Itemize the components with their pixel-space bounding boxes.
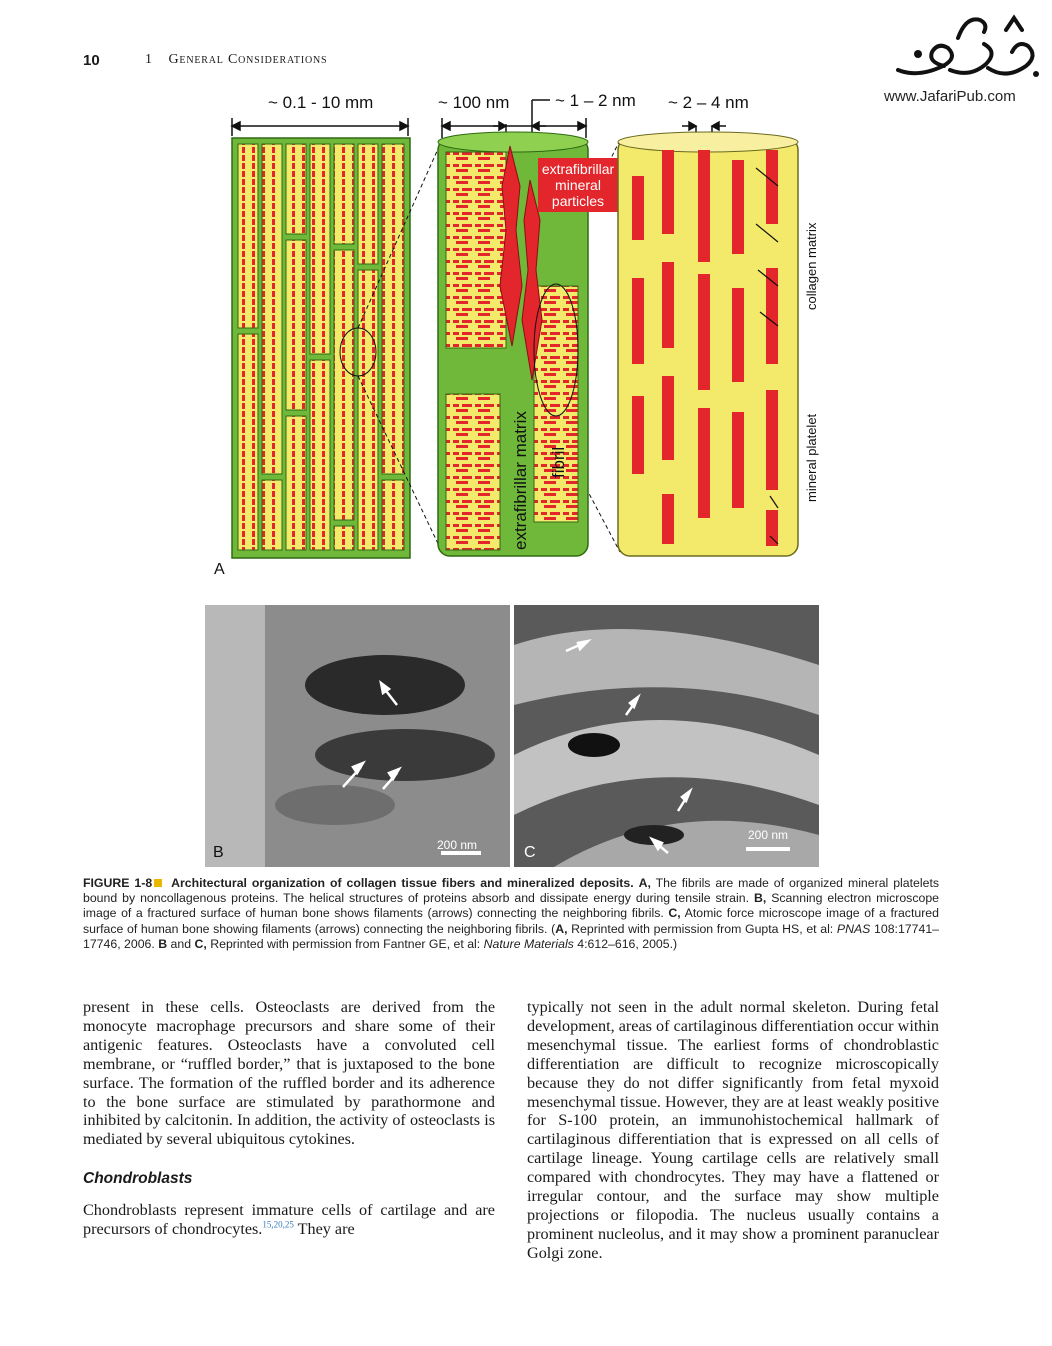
credit-c-label: C, (194, 936, 207, 951)
caption-a-text: The fibrils are made of organized mineral platelets bound by noncollagenous proteins. The helical structures of proteins absorb and dissipate energy during tensile strain. (83, 876, 940, 906)
collagen-matrix-label: collagen matrix (804, 222, 819, 310)
figure-panel-a (210, 90, 840, 580)
paragraph-text: Chondroblasts represent immature cells of cartilage and are precursors of chondrocytes. (83, 1201, 495, 1239)
box-label-line: extrafibrillar (541, 161, 615, 177)
panel-c-letter: C (524, 844, 536, 861)
paragraph-text: They are (293, 1220, 355, 1239)
caption-c-label: C, (668, 906, 681, 921)
fibril-detail (618, 132, 798, 556)
citation-link[interactable]: 15,20,25 (262, 1219, 294, 1230)
body-paragraph: typically not seen in the adult normal skeleton. During fetal development, areas of cartilaginous differentiation occur within mesenchymal tissue. The earliest forms of chondroblastic differentiation are difficult to recognize microscopically because they do not differ significantly from fetal myxoid mesenchymal tissue. However, they are at least weakly positive for S-100 protein, an immunohistochemical hallmark of cartilaginous differentiation that is expressed on all cells of cartilage lineage. Young cartilage cells are relatively small compared with chondrocytes. They may have a flattened or irregular contour, and the surface may show multiple projections or filopodia. The nucleus usually contains a prominent nucleolus, and it may show a prominent paranuclear Golgi zone. (527, 998, 939, 1262)
box-label-line: particles (551, 193, 605, 209)
caption-a-label: A, (638, 876, 651, 890)
logo-dot-icon (1033, 71, 1039, 77)
box-label-line: mineral (555, 177, 601, 193)
square-bullet-icon (154, 879, 162, 887)
credit-a-label: A, (555, 921, 568, 936)
figure-title: Architectural organization of collagen tissue fibers and mineralized deposits. (171, 876, 634, 890)
publisher-url[interactable]: www.JafariPub.com (884, 88, 1016, 105)
logo-dot-icon (914, 50, 922, 58)
fibril-label: fibril (549, 446, 568, 478)
body-column-left (83, 998, 495, 1239)
caption-b-label: B, (753, 891, 767, 906)
credit-b-label: B (158, 936, 168, 951)
micrograph-b (205, 605, 510, 867)
credit-a-journal: PNAS (836, 921, 871, 936)
publisher-logo (888, 8, 1048, 88)
credit-a-text: Reprinted with permission from Gupta HS, et al: (571, 921, 834, 936)
panel-a-letter: A (214, 561, 225, 578)
figure-label: FIGURE 1-8 (83, 876, 153, 890)
chapter-number: 1 (145, 52, 153, 67)
body-column-right (527, 998, 939, 1263)
dimension-label: ~ 100 nm (438, 93, 510, 112)
body-paragraph: present in these cells. Osteoclasts are derived from the monocyte macrophage precursors and share some of their antigenic features. Osteoclasts have a convoluted cell membrane, or “ruffled border,” that is juxtaposed to the bone surface. The formation of the ruffled border and its adherence to the bone surface are stimulated by parathormone and inhibited by calcitonin. In addition, the activity of osteoclasts is mediated by several ubiquitous cytokines. (83, 998, 495, 1149)
micrograph-c (514, 605, 819, 867)
tissue-block (232, 138, 410, 558)
chapter-title: General Considerations (168, 52, 328, 67)
dimension-label: ~ 2 – 4 nm (668, 93, 749, 112)
credit-and: and (170, 936, 192, 951)
dimension-label: ~ 0.1 - 10 mm (268, 93, 374, 112)
panel-b-letter: B (213, 844, 224, 861)
credit-a-ref: 108:17741–17746, 2006. (83, 921, 939, 951)
caption-c-text: Atomic force microscope image of a fractured surface of human bone showing filaments (arrows) connecting the neighboring fibrils. (83, 906, 939, 936)
credit-bc-journal: Nature Materials (483, 936, 574, 951)
scale-bar-label: 200 nm (748, 828, 789, 842)
running-header (145, 52, 327, 68)
section-heading: Chondroblasts (83, 1170, 193, 1188)
body-paragraph (83, 1201, 495, 1239)
mineral-platelet-label: mineral platelet (804, 413, 819, 502)
scale-bar-label: 200 nm (437, 838, 478, 852)
extrafibrillar-matrix-label: extrafibrillar matrix (511, 411, 530, 550)
credit-bc-text: Reprinted with permission from Fantner GE, et al: (210, 936, 481, 951)
page-number: 10 (83, 52, 100, 69)
credit-bc-ref: 4:612–616, 2005.) (577, 936, 678, 951)
credit-paren: ( (551, 921, 556, 936)
dimension-label: ~ 1 – 2 nm (555, 91, 636, 110)
figure-caption (83, 876, 939, 952)
caption-b-text: Scanning electron microscope image of a fractured surface of human bone shows filaments (arrows) connecting the neighboring fibrils. (83, 891, 939, 921)
